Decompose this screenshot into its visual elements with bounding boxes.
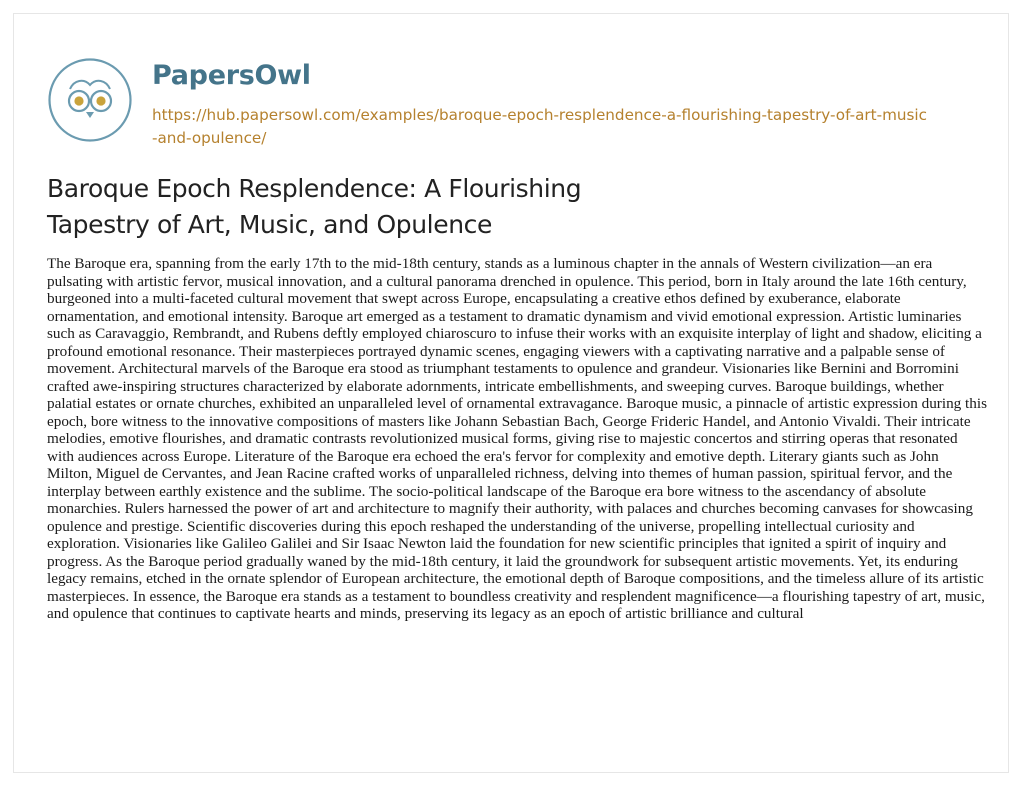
source-url-link[interactable]: https://hub.papersowl.com/examples/baroque-epoch-resplendence-a-flourishing-tapestry-of-art-music-and-opulence/ (152, 106, 927, 147)
owl-logo-icon (48, 58, 132, 142)
article-body: The Baroque era, spanning from the early 17th to the mid-18th century, stands as a luminous chapter in the annals of Western civilization—an era pulsating with artistic fervor, musical innovation, and a cultural panorama drenched in opulence. This period, born in Italy around the late 16th century, burgeoned into a multi-faceted cultural movement that swept across Europe, encapsulating a creative ethos defined by exuberance, elaborate ornamentation, and emotional intensity. Baroque art emerged as a testament to dramatic dynamism and vivid emotional expression. Artistic luminaries such as Caravaggio, Rembrandt, and Rubens deftly employed chiaroscuro to infuse their works with an exquisite interplay of light and shadow, eliciting a profound emotional resonance. Their masterpieces portrayed dynamic scenes, engaging viewers with a captivating narrative and a palpable sense of movement. Architectural marvels of the Baroque era stood as triumphant testaments to opulence and grandeur. Visionaries like Bernini and Borromini crafted awe-inspiring structures characterized by elaborate adornments, intricate embellishments, and sweeping curves. Baroque buildings, whether palatial estates or ornate churches, exhibited an unparalleled level of ornamental extravagance. Baroque music, a pinnacle of artistic expression during this epoch, bore witness to the innovative compositions of masters like Johann Sebastian Bach, George Frideric Handel, and Antonio Vivaldi. Their intricate melodies, emotive flourishes, and dramatic contrasts revolutionized musical forms, giving rise to majestic concertos and stirring operas that resonated with audiences across Europe. Literature of the Baroque era echoed the era's fervor for complexity and emotive depth. Literary giants such as John Milton, Miguel de Cervantes, and Jean Racine crafted works of unparalleled richness, delving into themes of human passion, spiritual fervor, and the interplay between earthly existence and the sublime. The socio-political landscape of the Baroque era bore witness to the ascendancy of absolute monarchies. Rulers harnessed the power of art and architecture to magnify their authority, with palaces and churches becoming canvases for showcasing opulence and prestige. Scientific discoveries during this epoch reshaped the understanding of the universe, propelling intellectual curiosity and exploration. Visionaries like Galileo Galilei and Sir Isaac Newton laid the foundation for new scientific principles that ignited a spirit of inquiry and progress. As the Baroque period gradually waned by the mid-18th century, it laid the groundwork for subsequent artistic movements. Yet, its enduring legacy remains, etched in the ornate splendor of European architecture, the emotional depth of Baroque compositions, and the timeless allure of its artistic masterpieces. In essence, the Baroque era stands as a testament to boundless creativity and resplendent magnificence—a flourishing tapestry of art, music, and opulence that continues to captivate hearts and minds, preserving its legacy as an epoch of artistic brilliance and cultural (47, 255, 988, 622)
article-title: Baroque Epoch Resplendence: A Flourishing Tapestry of Art, Music, and Opulence (47, 174, 582, 239)
brand-name[interactable]: PapersOwl (152, 60, 311, 91)
